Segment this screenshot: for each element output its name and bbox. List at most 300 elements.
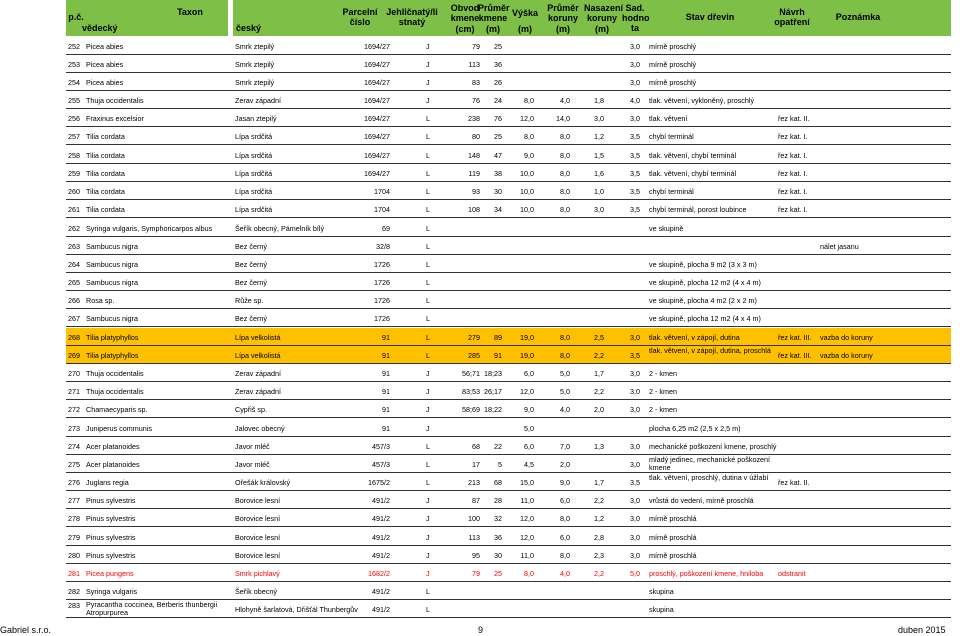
cell-czech-name: Borovice lesní: [235, 551, 281, 560]
cell-number: 267: [68, 314, 80, 323]
cell-czech-name: Borovice lesní: [235, 496, 281, 505]
cell-number: 283: [68, 601, 80, 610]
cell-condition: tlak. větvení, v zápojí, dutina: [649, 333, 740, 342]
cell-proposal: řez kat. I.: [778, 169, 808, 178]
row-rule: [66, 617, 951, 618]
cell-number: 272: [68, 405, 80, 414]
cell-type: J: [426, 405, 430, 414]
cell-height: 6,0: [524, 442, 534, 451]
cell-height: 12,0: [520, 114, 534, 123]
cell-number: 269: [68, 351, 80, 360]
cell-value: 3,0: [630, 442, 640, 451]
cell-trunk-diameter: 22: [494, 442, 502, 451]
cell-type: J: [426, 96, 430, 105]
cell-trunk-diameter: 30: [494, 187, 502, 196]
cell-height: 19,0: [520, 351, 534, 360]
cell-height: 11,0: [520, 551, 534, 560]
cell-number: 277: [68, 496, 80, 505]
table-row: [0, 73, 960, 91]
cell-condition: chybí terminál: [649, 132, 694, 141]
cell-number: 266: [68, 296, 80, 305]
cell-proposal: řez kat. I.: [778, 187, 808, 196]
cell-value: 3,5: [630, 351, 640, 360]
cell-parcel: 1726: [374, 296, 390, 305]
cell-type: L: [426, 260, 430, 269]
cell-parcel: 32/8: [376, 242, 390, 251]
cell-parcel: 1704: [374, 187, 390, 196]
cell-height: 8,0: [524, 569, 534, 578]
cell-czech-name: Jasan ztepilý: [235, 114, 277, 123]
cell-type: L: [426, 351, 430, 360]
table-row: [0, 37, 960, 55]
cell-crown-diameter: 8,0: [560, 514, 570, 523]
cell-number: 256: [68, 114, 80, 123]
cell-crown-diameter: 8,0: [560, 169, 570, 178]
cell-scientific-name: Pinus sylvestris: [86, 533, 136, 542]
footer-page-number: 9: [478, 625, 484, 635]
cell-parcel: 91: [382, 333, 390, 342]
cell-number: 260: [68, 187, 80, 196]
cell-scientific-name: Tilia cordata: [86, 132, 125, 141]
cell-type: L: [426, 460, 430, 469]
table-row: [0, 219, 960, 237]
header-vedecky: vědecký: [82, 23, 118, 33]
cell-proposal: řez kat. II.: [778, 114, 810, 123]
cell-crown-diameter: 8,0: [560, 151, 570, 160]
cell-condition: skupina: [649, 587, 674, 596]
cell-value: 3,0: [630, 60, 640, 69]
cell-height: 19,0: [520, 333, 534, 342]
cell-czech-name: Smrk ztepilý: [235, 42, 275, 51]
cell-circumference: 100: [468, 514, 480, 523]
header-vyska: Výška: [511, 8, 539, 18]
cell-value: 3,0: [630, 114, 640, 123]
cell-type: L: [426, 296, 430, 305]
table-row: [0, 473, 960, 491]
header-prumer-kmene: Průměr kmene: [478, 3, 510, 23]
cell-parcel: 1726: [374, 278, 390, 287]
cell-trunk-diameter: 28: [494, 496, 502, 505]
header-stav: Stav dřevin: [685, 12, 735, 22]
cell-crown-diameter: 8,0: [560, 132, 570, 141]
cell-value: 3,0: [630, 42, 640, 51]
cell-height: 8,0: [524, 132, 534, 141]
cell-proposal: řez kat. II.: [778, 478, 810, 487]
cell-scientific-name: Juglans regia: [86, 478, 129, 487]
table-row: [0, 400, 960, 418]
cell-condition: ve skupině, plocha 4 m2 (2 x 2 m): [649, 296, 757, 305]
cell-scientific-name: Tilia cordata: [86, 151, 125, 160]
table-row: [0, 382, 960, 400]
cell-number: 253: [68, 60, 80, 69]
cell-trunk-diameter: 91: [494, 351, 502, 360]
cell-crown-base: 3,0: [594, 205, 604, 214]
cell-scientific-name: Fraxinus excelsior: [86, 114, 144, 123]
cell-type: L: [426, 242, 430, 251]
cell-scientific-name: Chamaecyparis sp.: [86, 405, 148, 414]
cell-parcel: 491/2: [372, 514, 390, 523]
cell-type: J: [426, 424, 430, 433]
cell-parcel: 1726: [374, 314, 390, 323]
cell-circumference: 113: [468, 533, 480, 542]
cell-circumference: 79: [472, 42, 480, 51]
cell-type: J: [426, 369, 430, 378]
cell-parcel: 91: [382, 387, 390, 396]
cell-type: L: [426, 333, 430, 342]
header-prumer-kmene-unit: (m): [486, 24, 500, 34]
cell-circumference: 148: [468, 151, 480, 160]
cell-note: vazba do koruny: [820, 333, 873, 342]
cell-crown-base: 1,3: [594, 442, 604, 451]
cell-trunk-diameter: 25: [494, 132, 502, 141]
cell-value: 3,5: [630, 478, 640, 487]
cell-parcel: 1694/27: [364, 114, 390, 123]
cell-trunk-diameter: 26;17: [484, 387, 502, 396]
cell-parcel: 1694/27: [364, 96, 390, 105]
cell-scientific-name: Thuja occidentalis: [86, 387, 144, 396]
cell-scientific-name: Syringa vulgaris, Symphoricarpos albus: [86, 224, 213, 233]
cell-type: L: [426, 278, 430, 287]
cell-number: 257: [68, 132, 80, 141]
cell-condition: tlak. větvení, v zápojí, dutina, proschlá: [649, 346, 771, 355]
cell-scientific-name: Juniperus communis: [86, 424, 152, 433]
cell-condition: mírně proschlý: [649, 42, 697, 51]
cell-parcel: 1694/27: [364, 78, 390, 87]
table-row: [0, 127, 960, 145]
cell-parcel: 457/3: [372, 442, 390, 451]
cell-scientific-name: Pinus sylvestris: [86, 496, 136, 505]
cell-circumference: 83;53: [462, 387, 480, 396]
cell-number: 264: [68, 260, 80, 269]
table-row: [0, 346, 960, 364]
cell-circumference: 56;71: [462, 369, 480, 378]
cell-scientific-name: Picea abies: [86, 78, 124, 87]
cell-value: 3,5: [630, 151, 640, 160]
header-prumer-koruny-unit: (m): [556, 24, 570, 34]
cell-czech-name: Bez černý: [235, 278, 267, 287]
table-row: [0, 146, 960, 164]
cell-czech-name: Bez černý: [235, 242, 267, 251]
table-row: [0, 328, 960, 346]
cell-circumference: 285: [468, 351, 480, 360]
table-row: [0, 564, 960, 582]
header-vyska-unit: (m): [518, 24, 532, 34]
table-row: [0, 437, 960, 455]
cell-trunk-diameter: 36: [494, 533, 502, 542]
cell-czech-name: Jalovec obecný: [235, 424, 285, 433]
cell-condition: chybí terminál: [649, 187, 694, 196]
header-prumer-koruny: Průměr koruny: [547, 3, 579, 23]
cell-czech-name: Cypřiš sp.: [235, 405, 267, 414]
cell-proposal: řez kat. III.: [778, 351, 812, 360]
cell-crown-diameter: 5,0: [560, 369, 570, 378]
cell-scientific-name: Tilia cordata: [86, 205, 125, 214]
cell-circumference: 76: [472, 96, 480, 105]
cell-value: 3,0: [630, 460, 640, 469]
cell-trunk-diameter: 18;23: [484, 369, 502, 378]
cell-crown-base: 2,2: [594, 351, 604, 360]
cell-type: L: [426, 114, 430, 123]
cell-czech-name: Šeřík obecný, Pámelník bílý: [235, 224, 325, 233]
cell-crown-diameter: 6,0: [560, 533, 570, 542]
cell-czech-name: Javor mléč: [235, 460, 270, 469]
cell-proposal: řez kat. I.: [778, 151, 808, 160]
header-taxon: Taxon: [177, 7, 203, 17]
table-row: [0, 273, 960, 291]
cell-type: L: [426, 132, 430, 141]
cell-condition: mírně proschlý: [649, 60, 697, 69]
cell-condition: ve skupině, plocha 9 m2 (3 x 3 m): [649, 260, 757, 269]
cell-trunk-diameter: 18;22: [484, 405, 502, 414]
table-row: [0, 546, 960, 564]
cell-value: 3,0: [630, 333, 640, 342]
cell-trunk-diameter: 68: [494, 478, 502, 487]
cell-trunk-diameter: 26: [494, 78, 502, 87]
cell-circumference: 83: [472, 78, 480, 87]
cell-czech-name: Smrk ztepilý: [235, 60, 275, 69]
cell-crown-diameter: 8,0: [560, 551, 570, 560]
cell-circumference: 58;69: [462, 405, 480, 414]
cell-crown-base: 1,6: [594, 169, 604, 178]
cell-value: 3,5: [630, 205, 640, 214]
cell-condition: tlak. větvení, chybí terminál: [649, 151, 737, 160]
table-row: [0, 364, 960, 382]
cell-crown-base: 1,8: [594, 96, 604, 105]
cell-trunk-diameter: 32: [494, 514, 502, 523]
cell-crown-base: 2,3: [594, 551, 604, 560]
cell-czech-name: Lípa velkolistá: [235, 351, 281, 360]
cell-parcel: 1694/27: [364, 169, 390, 178]
cell-condition: mladý jedinec, mechanické poškození kmene: [649, 455, 771, 472]
cell-parcel: 1694/27: [364, 132, 390, 141]
cell-scientific-name: Thuja occidentalis: [86, 369, 144, 378]
cell-parcel: 491/2: [372, 551, 390, 560]
cell-type: L: [426, 187, 430, 196]
cell-parcel: 1682/2: [368, 569, 390, 578]
cell-crown-diameter: 6,0: [560, 496, 570, 505]
cell-trunk-diameter: 30: [494, 551, 502, 560]
cell-czech-name: Šeřík obecný: [235, 587, 277, 596]
cell-scientific-name: Rosa sp.: [86, 296, 115, 305]
cell-height: 8,0: [524, 96, 534, 105]
cell-parcel: 491/2: [372, 533, 390, 542]
cell-crown-diameter: 9,0: [560, 478, 570, 487]
cell-circumference: 213: [468, 478, 480, 487]
cell-proposal: řez kat. III.: [778, 333, 812, 342]
cell-crown-base: 1,7: [594, 478, 604, 487]
cell-parcel: 1694/27: [364, 42, 390, 51]
cell-crown-diameter: 8,0: [560, 205, 570, 214]
cell-parcel: 91: [382, 369, 390, 378]
cell-height: 5,0: [524, 424, 534, 433]
cell-parcel: 1726: [374, 260, 390, 269]
cell-height: 11,0: [520, 496, 534, 505]
cell-czech-name: Lípa srdčitá: [235, 205, 273, 214]
cell-value: 3,0: [630, 369, 640, 378]
cell-scientific-name: Pinus sylvestris: [86, 551, 136, 560]
cell-parcel: 1694/27: [364, 151, 390, 160]
header-nasazeni: Nasazení koruny: [584, 3, 624, 23]
cell-parcel: 491/2: [372, 587, 390, 596]
cell-condition: mírně proschlá: [649, 533, 697, 542]
cell-scientific-name: Picea abies: [86, 60, 124, 69]
cell-czech-name: Hlohyně šarlatová, Dřišťál Thunbergův: [235, 605, 358, 614]
cell-scientific-name: Sambucus nigra: [86, 260, 138, 269]
cell-number: 265: [68, 278, 80, 287]
cell-trunk-diameter: 24: [494, 96, 502, 105]
cell-number: 274: [68, 442, 80, 451]
cell-number: 278: [68, 514, 80, 523]
table-row: [0, 200, 960, 218]
table-row: [0, 291, 960, 309]
header-sad: Sad. hodno ta: [622, 3, 650, 33]
cell-czech-name: Zerav západní: [235, 96, 281, 105]
table-row: [0, 419, 960, 437]
cell-condition: plocha 6,25 m2 (2,5 x 2,5 m): [649, 424, 741, 433]
table-row: [0, 182, 960, 200]
cell-trunk-diameter: 25: [494, 42, 502, 51]
cell-crown-base: 2,2: [594, 387, 604, 396]
cell-value: 3,5: [630, 132, 640, 141]
cell-crown-diameter: 14,0: [556, 114, 570, 123]
cell-number: 261: [68, 205, 80, 214]
cell-parcel: 491/2: [372, 496, 390, 505]
cell-number: 282: [68, 587, 80, 596]
cell-crown-base: 1,2: [594, 514, 604, 523]
cell-scientific-name: Thuja occidentalis: [86, 96, 144, 105]
footer-company: Gabriel s.r.o.: [0, 625, 52, 635]
cell-trunk-diameter: 34: [494, 205, 502, 214]
cell-number: 281: [68, 569, 80, 578]
cell-value: 3,0: [630, 78, 640, 87]
cell-scientific-name: Picea pungens: [86, 569, 134, 578]
table-row: [0, 582, 960, 600]
cell-type: J: [426, 78, 430, 87]
cell-circumference: 279: [468, 333, 480, 342]
cell-scientific-name: Acer platanoides: [86, 442, 140, 451]
cell-scientific-name: Sambucus nigra: [86, 314, 138, 323]
cell-crown-diameter: 4,0: [560, 569, 570, 578]
cell-value: 3,5: [630, 187, 640, 196]
cell-height: 4,5: [524, 460, 534, 469]
header-parcelni: Parcelní číslo: [342, 7, 378, 27]
cell-number: 254: [68, 78, 80, 87]
cell-proposal: řez kat. I.: [778, 205, 808, 214]
cell-crown-base: 3,0: [594, 114, 604, 123]
header-cesky: český: [236, 23, 262, 33]
cell-number: 270: [68, 369, 80, 378]
header-poznamka: Poznámka: [835, 12, 881, 22]
cell-parcel: 1694/27: [364, 60, 390, 69]
cell-type: J: [426, 551, 430, 560]
cell-scientific-name: Tilia platyphyllos: [86, 333, 139, 342]
cell-crown-base: 1,2: [594, 132, 604, 141]
cell-number: 263: [68, 242, 80, 251]
cell-height: 9,0: [524, 405, 534, 414]
cell-parcel: 69: [382, 224, 390, 233]
cell-crown-diameter: 7,0: [560, 442, 570, 451]
table-row: [0, 309, 960, 327]
cell-scientific-name: Picea abies: [86, 42, 124, 51]
cell-number: 276: [68, 478, 80, 487]
cell-type: L: [426, 224, 430, 233]
cell-condition: vrůstá do vedení, mírně proschlá: [649, 496, 754, 505]
cell-czech-name: Ořešák královský: [235, 478, 291, 487]
cell-circumference: 238: [468, 114, 480, 123]
cell-proposal: odstranit: [778, 569, 806, 578]
cell-value: 3,0: [630, 405, 640, 414]
cell-condition: mírně proschlá: [649, 514, 697, 523]
cell-czech-name: Lípa srdčitá: [235, 187, 273, 196]
cell-height: 12,0: [520, 514, 534, 523]
cell-height: 10,0: [520, 169, 534, 178]
cell-trunk-diameter: 76: [494, 114, 502, 123]
cell-scientific-name: Sambucus nigra: [86, 278, 138, 287]
cell-height: 9,0: [524, 151, 534, 160]
cell-circumference: 87: [472, 496, 480, 505]
cell-type: L: [426, 205, 430, 214]
cell-condition: ve skupině, plocha 12 m2 (4 x 4 m): [649, 278, 761, 287]
cell-scientific-name: Syringa vulgaris: [86, 587, 138, 596]
cell-parcel: 1704: [374, 205, 390, 214]
cell-parcel: 491/2: [372, 605, 390, 614]
cell-condition: ve skupině: [649, 224, 684, 233]
cell-height: 12,0: [520, 387, 534, 396]
cell-czech-name: Zerav západní: [235, 369, 281, 378]
cell-crown-base: 2,2: [594, 569, 604, 578]
header-navrh: Návrh opatření: [774, 7, 810, 27]
cell-condition: 2 - kmen: [649, 405, 677, 414]
cell-number: 258: [68, 151, 80, 160]
cell-condition: ve skupině, plocha 12 m2 (4 x 4 m): [649, 314, 761, 323]
cell-scientific-name: Acer platanoides: [86, 460, 140, 469]
cell-parcel: 91: [382, 424, 390, 433]
cell-type: J: [426, 514, 430, 523]
cell-type: L: [426, 605, 430, 614]
table-row: [0, 91, 960, 109]
cell-circumference: 68: [472, 442, 480, 451]
cell-crown-base: 1,7: [594, 369, 604, 378]
cell-note: vazba do koruny: [820, 351, 873, 360]
cell-type: L: [426, 587, 430, 596]
cell-type: L: [426, 442, 430, 451]
cell-czech-name: Zerav západní: [235, 387, 281, 396]
cell-trunk-diameter: 36: [494, 60, 502, 69]
cell-condition: tlak. větvení, chybí terminál: [649, 169, 737, 178]
cell-condition: 2 - kmen: [649, 369, 677, 378]
cell-trunk-diameter: 89: [494, 333, 502, 342]
cell-czech-name: Bez černý: [235, 314, 267, 323]
cell-crown-base: 1,5: [594, 151, 604, 160]
cell-condition: tlak. větvení: [649, 114, 688, 123]
cell-czech-name: Bez černý: [235, 260, 267, 269]
cell-number: 271: [68, 387, 80, 396]
cell-condition: mírně proschlý: [649, 78, 697, 87]
table-row: [0, 164, 960, 182]
header-nasazeni-unit: (m): [595, 24, 609, 34]
cell-type: L: [426, 169, 430, 178]
cell-czech-name: Lípa srdčitá: [235, 169, 273, 178]
cell-number: 255: [68, 96, 80, 105]
cell-condition: proschlý, poškození kmene, hniloba: [649, 569, 764, 578]
header-obvod: Obvod kmene: [450, 3, 480, 23]
table-row: [0, 55, 960, 73]
cell-crown-diameter: 4,0: [560, 96, 570, 105]
header-obvod-unit: (cm): [455, 24, 475, 34]
table-row: [0, 600, 960, 618]
cell-trunk-diameter: 25: [494, 569, 502, 578]
cell-type: L: [426, 314, 430, 323]
